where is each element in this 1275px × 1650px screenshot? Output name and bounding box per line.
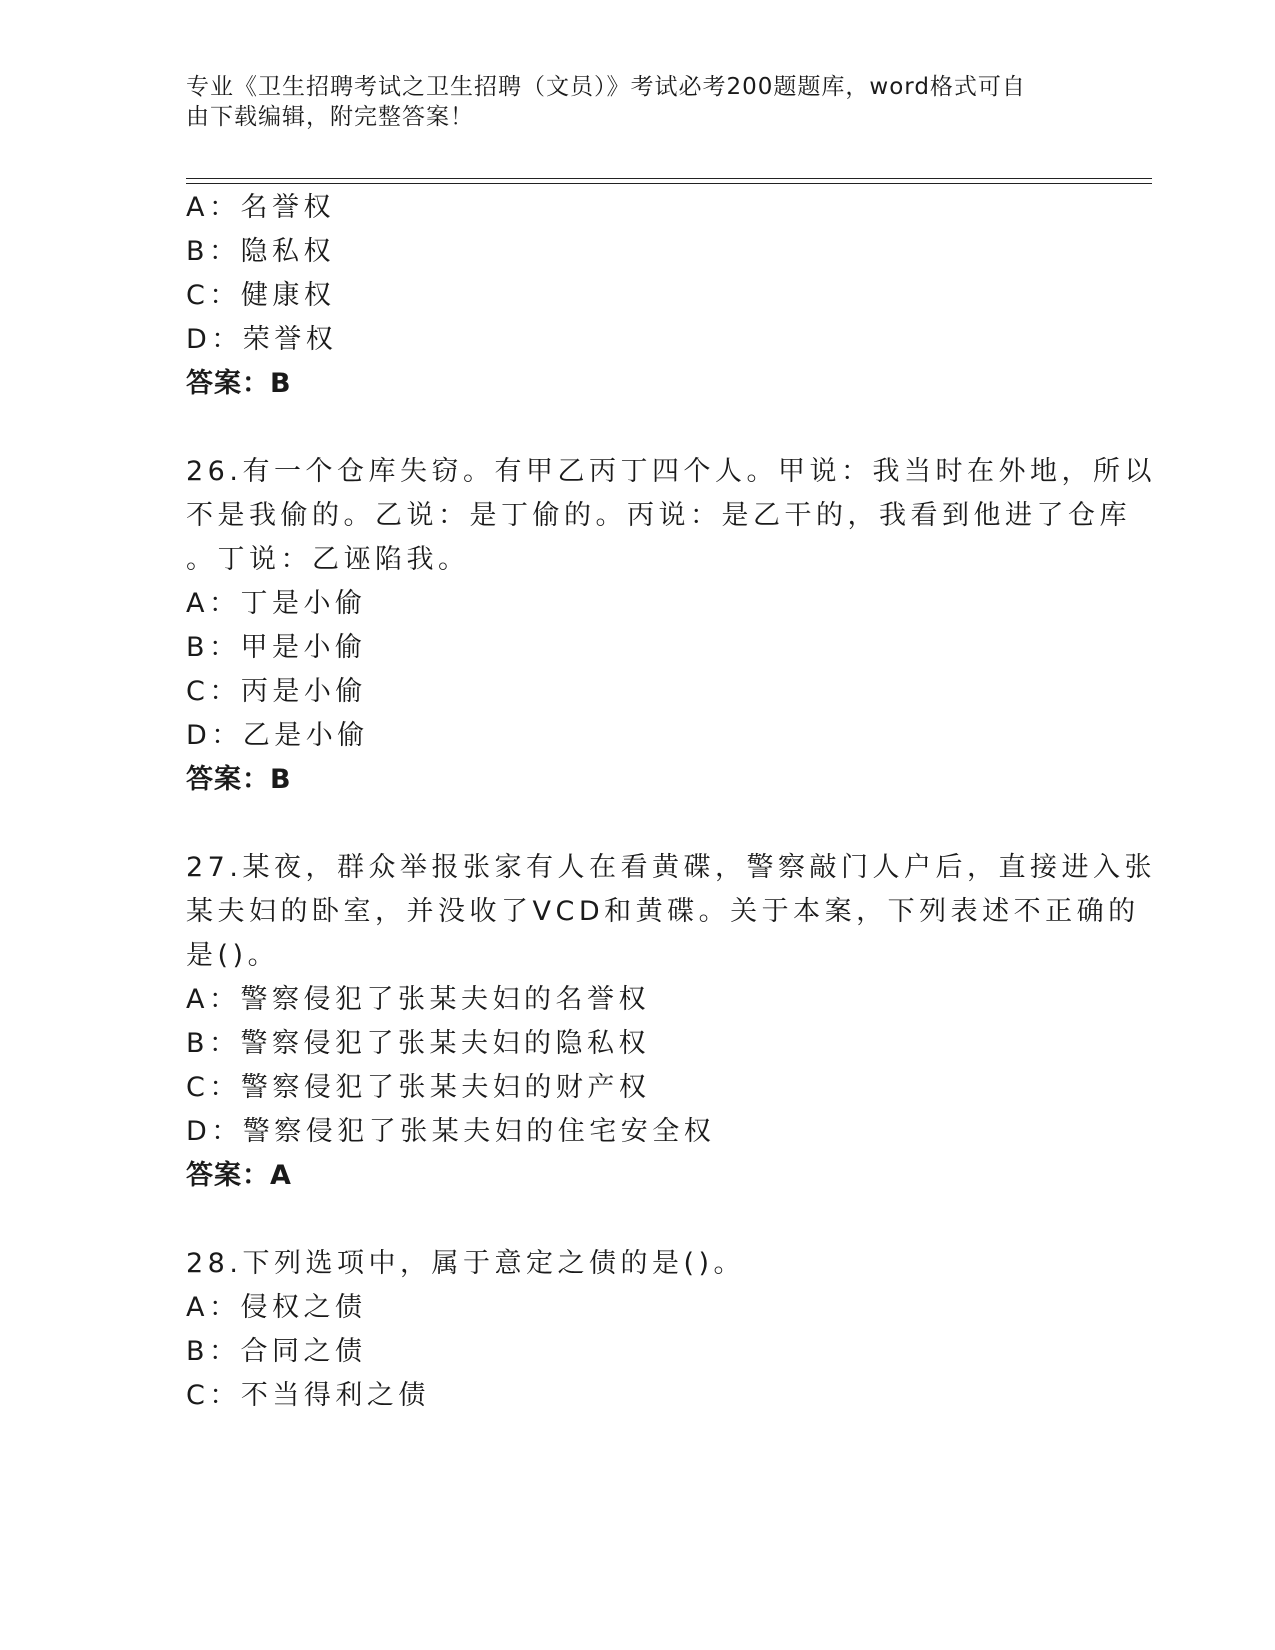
- header-divider-bottom: [186, 183, 1152, 184]
- option-b: B：隐私权: [186, 236, 336, 267]
- header-line-2: 由下载编辑，附完整答案！: [186, 104, 474, 130]
- question-26-text-line-2: 不是我偷的。乙说：是丁偷的。丙说：是乙干的，我看到他进了仓库: [186, 500, 1131, 531]
- option-c: C：健康权: [186, 280, 336, 311]
- header-line-1: 专业《卫生招聘考试之卫生招聘（文员）》考试必考200题题库，word格式可自: [186, 74, 1026, 100]
- question-26-text-line-3: 。丁说：乙诬陷我。: [186, 544, 470, 575]
- question-27-text-line-3: 是()。: [186, 940, 280, 971]
- question-26-text-line-1: 26.有一个仓库失窃。有甲乙丙丁四个人。甲说：我当时在外地，所以: [186, 456, 1156, 487]
- question-27-text-line-1: 27.某夜，群众举报张家有人在看黄碟，警察敲门人户后，直接进入张: [186, 852, 1156, 883]
- question-26-option-a: A：丁是小偷: [186, 588, 367, 619]
- question-27-answer: 答案：A: [186, 1160, 292, 1191]
- question-26-option-c: C：丙是小偷: [186, 676, 367, 707]
- answer-line: 答案：B: [186, 368, 292, 399]
- question-27-text-line-2: 某夫妇的卧室，并没收了VCD和黄碟。关于本案，下列表述不正确的: [186, 896, 1140, 927]
- option-d: D：荣誉权: [186, 324, 338, 355]
- option-a: A：名誉权: [186, 192, 335, 223]
- question-26-option-d: D：乙是小偷: [186, 720, 369, 751]
- question-28-text-line-1: 28.下列选项中，属于意定之债的是()。: [186, 1248, 746, 1279]
- question-27-option-b: B：警察侵犯了张某夫妇的隐私权: [186, 1028, 651, 1059]
- question-26-answer: 答案：B: [186, 764, 292, 795]
- question-27-option-c: C：警察侵犯了张某夫妇的财产权: [186, 1072, 651, 1103]
- document-header: [186, 72, 1066, 132]
- question-28-option-b: B：合同之债: [186, 1336, 367, 1367]
- header-divider-top: [186, 178, 1152, 179]
- question-28-option-a: A：侵权之债: [186, 1292, 367, 1323]
- question-26-option-b: B：甲是小偷: [186, 632, 367, 663]
- question-27-option-d: D：警察侵犯了张某夫妇的住宅安全权: [186, 1116, 716, 1147]
- question-27-option-a: A：警察侵犯了张某夫妇的名誉权: [186, 984, 650, 1015]
- question-28-option-c: C：不当得利之债: [186, 1380, 430, 1411]
